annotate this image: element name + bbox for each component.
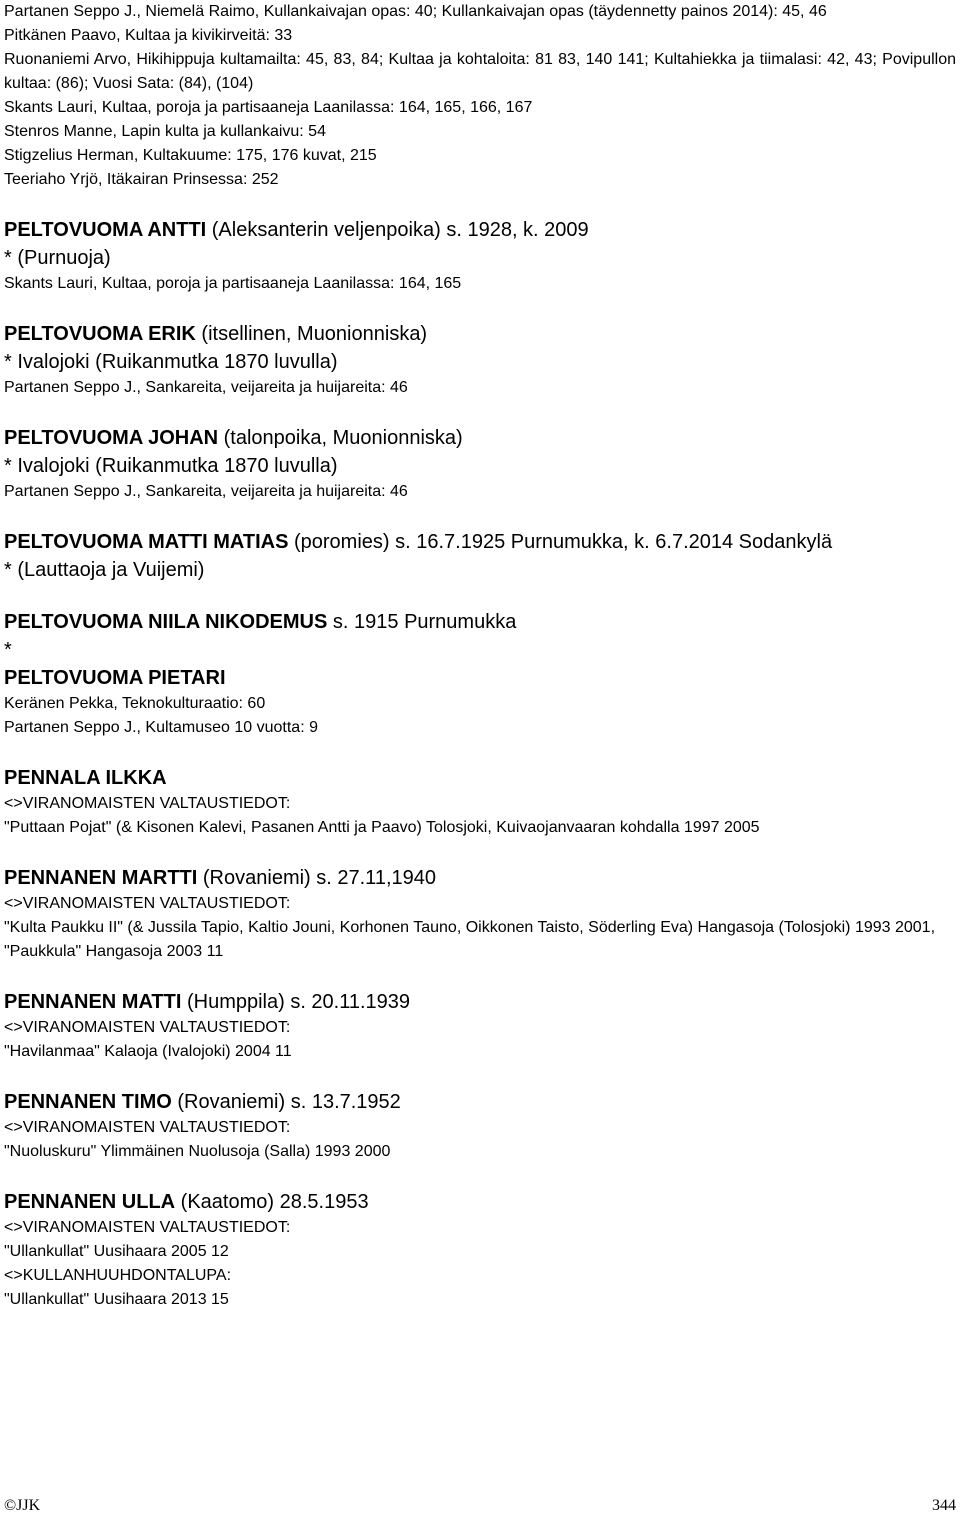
source-line: Pitkänen Paavo, Kultaa ja kivikirveitä: 33: [4, 27, 293, 44]
entry-info: (poromies) s. 16.7.1925 Purnumukka, k. 6.7.2014 Sodankylä: [288, 531, 833, 553]
source-line: Partanen Seppo J., Kultamuseo 10 vuotta: 9: [4, 719, 318, 736]
entry-info: (itsellinen, Muonionniska): [195, 323, 428, 345]
source-line: Skants Lauri, Kultaa, poroja ja partisaaneja Laanilassa: 164, 165: [4, 275, 462, 292]
entry-name: PELTOVUOMA MATTI MATIAS: [4, 531, 289, 553]
source-line: Stigzelius Herman, Kultakuume: 175, 176 kuvat, 215: [4, 147, 377, 164]
source-line: Partanen Seppo J., Niemelä Raimo, Kullankaivajan opas: 40; Kullankaivajan opas (täydennetty painos 2014): 45, 46: [4, 3, 827, 20]
claim-line: "Ullankullat" Uusihaara 2013 15: [4, 1291, 229, 1308]
source-line: Stenros Manne, Lapin kulta ja kullankaivu: 54: [4, 123, 326, 140]
entry-info: (Rovaniemi) s. 27.11,1940: [197, 867, 436, 889]
entry-origin: * Ivalojoki (Ruikanmutka 1870 luvulla): [4, 455, 338, 477]
page-footer: [4, 1496, 956, 1516]
entry-heading: [4, 528, 956, 556]
entry-heading: [4, 864, 956, 892]
claim-line: "Kulta Paukku II" (& Jussila Tapio, Kaltio Jouni, Korhonen Tauno, Oikkonen Taisto, Söderling Eva) Hangasoja (Tolosjoki) 1993 2001,: [4, 919, 936, 936]
claim-line: "Puttaan Pojat" (& Kisonen Kalevi, Pasanen Antti ja Paavo) Tolosjoki, Kuivaojanvaaran kohdalla 1997 2005: [4, 819, 760, 836]
source-line: Keränen Pekka, Teknokulturaatio: 60: [4, 695, 266, 712]
claim-line: "Havilanmaa" Kalaoja (Ivalojoki) 2004 11: [4, 1043, 292, 1060]
entry-heading: [4, 988, 956, 1016]
source-line: Skants Lauri, Kultaa, poroja ja partisaaneja Laanilassa: 164, 165, 166, 167: [4, 99, 533, 116]
claims-label: <>VIRANOMAISTEN VALTAUSTIEDOT:: [4, 895, 291, 912]
claims-label: <>VIRANOMAISTEN VALTAUSTIEDOT:: [4, 1119, 291, 1136]
entry-name: PELTOVUOMA ANTTI: [4, 219, 207, 241]
entry-name: PELTOVUOMA PIETARI: [4, 667, 226, 689]
entry-name: PENNANEN MATTI: [4, 991, 182, 1013]
claims-label: <>VIRANOMAISTEN VALTAUSTIEDOT:: [4, 1219, 291, 1236]
license-label: <>KULLANHUUHDONTALUPA:: [4, 1267, 232, 1284]
source-line: Teeriaho Yrjö, Itäkairan Prinsessa: 252: [4, 171, 279, 188]
document-page: [4, 0, 956, 1312]
entry-origin: * (Purnuoja): [4, 247, 111, 269]
claim-line: "Nuoluskuru" Ylimmäinen Nuolusoja (Salla) 1993 2000: [4, 1143, 391, 1160]
claims-label: <>VIRANOMAISTEN VALTAUSTIEDOT:: [4, 795, 291, 812]
entry-heading: [4, 320, 956, 348]
entry-info: (Humppila) s. 20.11.1939: [181, 991, 411, 1013]
entry-heading: [4, 608, 956, 636]
entry-name: PELTOVUOMA JOHAN: [4, 427, 219, 449]
claim-line: "Paukkula" Hangasoja 2003 11: [4, 943, 224, 960]
entry-name: PENNANEN TIMO: [4, 1091, 172, 1113]
source-line: Partanen Seppo J., Sankareita, veijareita ja huijareita: 46: [4, 483, 408, 500]
entry-info: s. 1915 Purnumukka: [327, 611, 517, 633]
entry-name: PENNANEN ULLA: [4, 1191, 176, 1213]
entry-heading: [4, 1088, 956, 1116]
entry-heading: [4, 1188, 956, 1216]
entry-info: (talonpoika, Muonionniska): [218, 427, 463, 449]
entry-origin: * (Lauttaoja ja Vuijemi): [4, 559, 205, 581]
claims-label: <>VIRANOMAISTEN VALTAUSTIEDOT:: [4, 1019, 291, 1036]
source-line: Partanen Seppo J., Sankareita, veijareita ja huijareita: 46: [4, 379, 408, 396]
page-number: 344: [932, 1497, 956, 1514]
entry-name: PENNALA ILKKA: [4, 767, 167, 789]
entry-heading: [4, 216, 956, 244]
claim-line: "Ullankullat" Uusihaara 2005 12: [4, 1243, 229, 1260]
entry-heading: [4, 424, 956, 452]
source-line: Ruonaniemi Arvo, Hikihippuja kultamailta: 45, 83, 84; Kultaa ja kohtaloita: 81 83, 140 141; Kultahiekka ja tiimalasi: 42, 43; Povipullon kultaa: (86); Vuosi Sata: (84), (104): [4, 51, 956, 92]
entry-name: PELTOVUOMA ERIK: [4, 323, 196, 345]
entry-origin: *: [4, 639, 12, 661]
copyright-mark: ©JJK: [4, 1497, 41, 1514]
entry-origin: * Ivalojoki (Ruikanmutka 1870 luvulla): [4, 351, 338, 373]
entry-info: (Rovaniemi) s. 13.7.1952: [171, 1091, 401, 1113]
entry-info: (Kaatomo) 28.5.1953: [175, 1191, 369, 1213]
entry-name: PELTOVUOMA NIILA NIKODEMUS: [4, 611, 328, 633]
entry-info: (Aleksanterin veljenpoika) s. 1928, k. 2009: [206, 219, 589, 241]
entry-name: PENNANEN MARTTI: [4, 867, 198, 889]
